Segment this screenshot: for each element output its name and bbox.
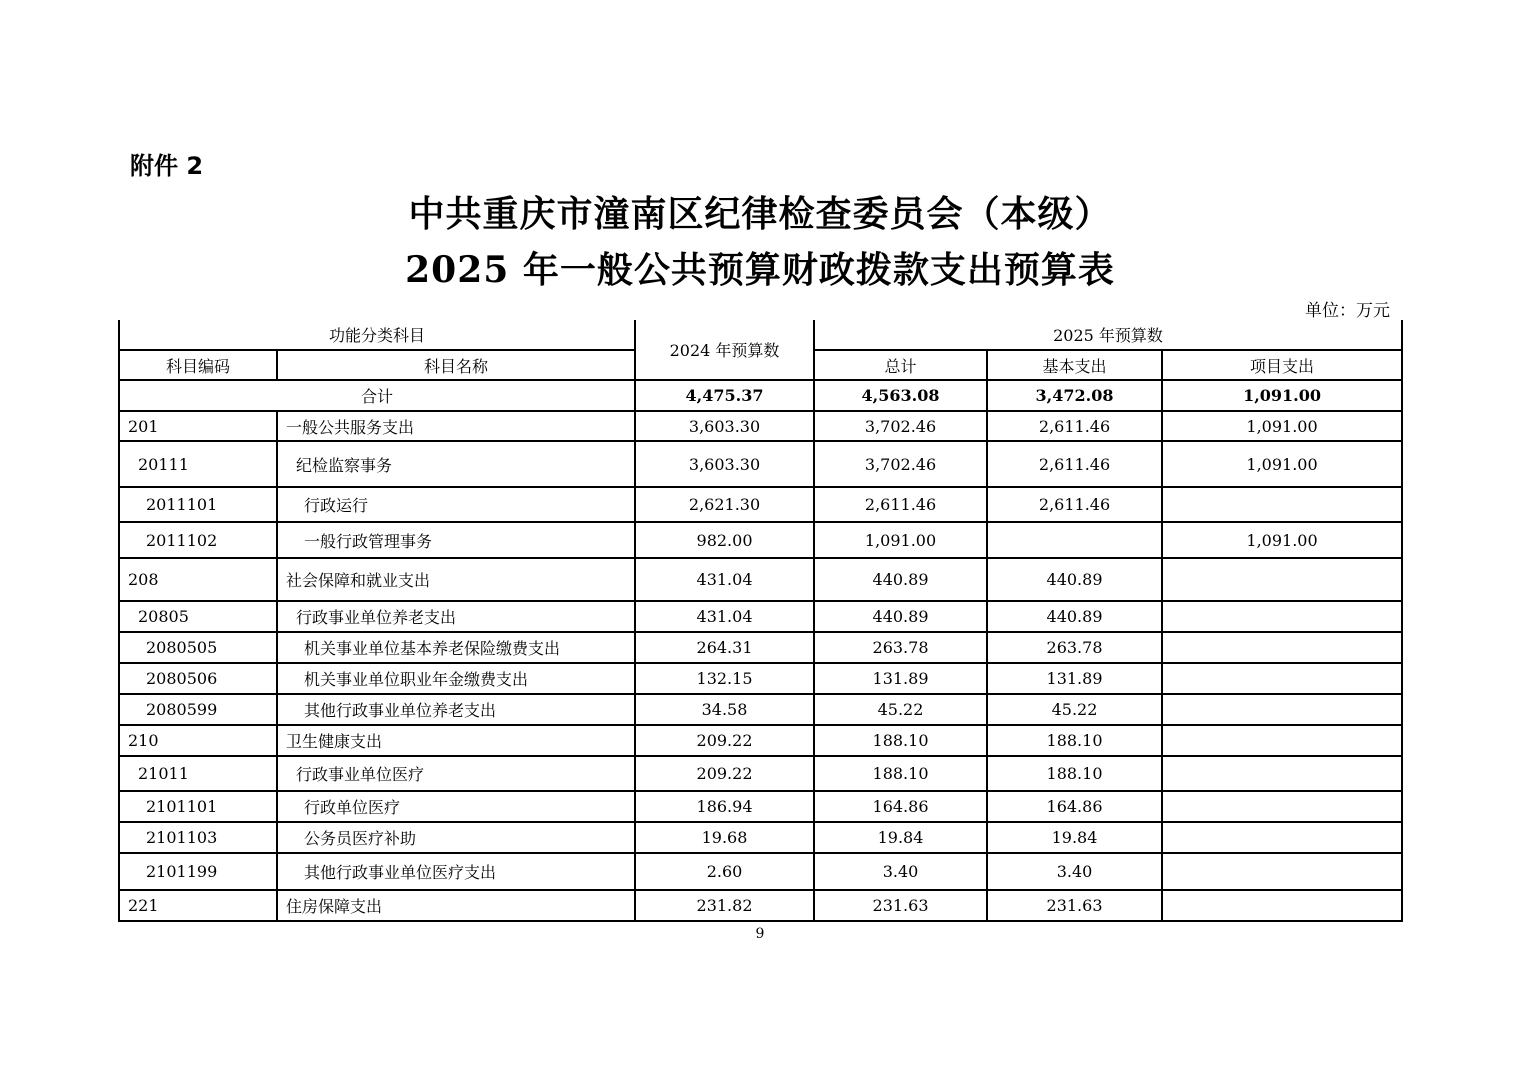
- budget-2025-total-cell: 263.78: [814, 632, 987, 663]
- budget-2024-cell: 209.22: [635, 756, 814, 791]
- subject-code-cell: 2011101: [119, 487, 277, 522]
- budget-2025-total-cell: 440.89: [814, 601, 987, 632]
- table-row: [119, 890, 1402, 921]
- header-budget-2025: 2025 年预算数: [814, 320, 1402, 350]
- basic-expense-cell: 263.78: [987, 632, 1162, 663]
- budget-2024-cell: 2.60: [635, 853, 814, 890]
- basic-expense-cell: 2,611.46: [987, 487, 1162, 522]
- subject-name-cell: 住房保障支出: [277, 890, 635, 921]
- subject-name-cell: 社会保障和就业支出: [277, 558, 635, 601]
- project-expense-cell: [1162, 822, 1402, 853]
- table-row: [119, 822, 1402, 853]
- header-func-category: 功能分类科目: [119, 320, 635, 350]
- project-expense-cell: [1162, 487, 1402, 522]
- budget-2025-total-cell: 3,702.46: [814, 411, 987, 441]
- budget-2025-total-cell: 164.86: [814, 791, 987, 822]
- subject-name-cell: 一般行政管理事务: [277, 522, 635, 558]
- budget-2025-total-cell: 440.89: [814, 558, 987, 601]
- basic-expense-cell: 45.22: [987, 694, 1162, 725]
- subject-code-cell: 221: [119, 890, 277, 921]
- table-row: [119, 441, 1402, 487]
- project-expense-cell: 1,091.00: [1162, 441, 1402, 487]
- budget-2024-cell: 34.58: [635, 694, 814, 725]
- budget-2024-cell: 431.04: [635, 601, 814, 632]
- basic-expense-cell: 164.86: [987, 791, 1162, 822]
- header-project: 项目支出: [1162, 350, 1402, 380]
- document-title-line2: 2025 年一般公共预算财政拨款支出预算表: [405, 249, 1115, 291]
- basic-expense-cell: 2,611.46: [987, 411, 1162, 441]
- project-expense-cell: [1162, 791, 1402, 822]
- project-expense-cell: 1,091.00: [1162, 522, 1402, 558]
- table-row: [119, 756, 1402, 791]
- budget-2024-cell: 3,603.30: [635, 441, 814, 487]
- table-row: [119, 791, 1402, 822]
- subject-name-cell: 其他行政事业单位医疗支出: [277, 853, 635, 890]
- budget-2025-total-cell: 3,702.46: [814, 441, 987, 487]
- total-basic: 3,472.08: [987, 380, 1162, 411]
- budget-2024-cell: 132.15: [635, 663, 814, 694]
- budget-2025-total-cell: 1,091.00: [814, 522, 987, 558]
- subject-name-cell: 行政事业单位养老支出: [277, 601, 635, 632]
- project-expense-cell: [1162, 890, 1402, 921]
- budget-2024-cell: 231.82: [635, 890, 814, 921]
- subject-code-cell: 2080505: [119, 632, 277, 663]
- budget-2024-cell: 19.68: [635, 822, 814, 853]
- subject-name-cell: 机关事业单位基本养老保险缴费支出: [277, 632, 635, 663]
- table-row: [119, 694, 1402, 725]
- project-expense-cell: [1162, 632, 1402, 663]
- budget-2025-total-cell: 188.10: [814, 725, 987, 756]
- basic-expense-cell: [987, 522, 1162, 558]
- subject-code-cell: 210: [119, 725, 277, 756]
- table-row: [119, 411, 1402, 441]
- project-expense-cell: [1162, 601, 1402, 632]
- budget-2024-cell: 3,603.30: [635, 411, 814, 441]
- subject-name-cell: 行政运行: [277, 487, 635, 522]
- subject-name-cell: 公务员医疗补助: [277, 822, 635, 853]
- project-expense-cell: [1162, 725, 1402, 756]
- basic-expense-cell: 2,611.46: [987, 441, 1162, 487]
- budget-table: [118, 320, 1403, 922]
- subject-name-cell: 卫生健康支出: [277, 725, 635, 756]
- unit-label: 单位：万元: [1305, 301, 1390, 321]
- budget-2025-total-cell: 131.89: [814, 663, 987, 694]
- table-row: [119, 663, 1402, 694]
- subject-name-cell: 其他行政事业单位养老支出: [277, 694, 635, 725]
- budget-2024-cell: 982.00: [635, 522, 814, 558]
- subject-name-cell: 行政单位医疗: [277, 791, 635, 822]
- subject-name-cell: 纪检监察事务: [277, 441, 635, 487]
- subject-code-cell: 20805: [119, 601, 277, 632]
- budget-2025-total-cell: 188.10: [814, 756, 987, 791]
- total-2025: 4,563.08: [814, 380, 987, 411]
- budget-2025-total-cell: 231.63: [814, 890, 987, 921]
- budget-2025-total-cell: 45.22: [814, 694, 987, 725]
- total-label: 合计: [119, 380, 635, 411]
- table-row: [119, 601, 1402, 632]
- budget-2024-cell: 209.22: [635, 725, 814, 756]
- header-budget-2024: 2024 年预算数: [635, 320, 814, 380]
- document-title-line1: 中共重庆市潼南区纪律检查委员会（本级）: [408, 193, 1112, 235]
- project-expense-cell: [1162, 558, 1402, 601]
- basic-expense-cell: 19.84: [987, 822, 1162, 853]
- table-row: [119, 725, 1402, 756]
- table-row: [119, 522, 1402, 558]
- table-row: [119, 632, 1402, 663]
- subject-code-cell: 2101199: [119, 853, 277, 890]
- project-expense-cell: [1162, 756, 1402, 791]
- subject-code-cell: 2101101: [119, 791, 277, 822]
- header-code: 科目编码: [119, 350, 277, 380]
- basic-expense-cell: 188.10: [987, 725, 1162, 756]
- header-basic: 基本支出: [987, 350, 1162, 380]
- basic-expense-cell: 231.63: [987, 890, 1162, 921]
- table-row: [119, 487, 1402, 522]
- budget-2024-cell: 264.31: [635, 632, 814, 663]
- page-number: 9: [755, 926, 765, 942]
- total-row: [119, 380, 1402, 411]
- project-expense-cell: 1,091.00: [1162, 411, 1402, 441]
- budget-2025-total-cell: 19.84: [814, 822, 987, 853]
- budget-2025-total-cell: 2,611.46: [814, 487, 987, 522]
- subject-name-cell: 行政事业单位医疗: [277, 756, 635, 791]
- subject-code-cell: 2101103: [119, 822, 277, 853]
- subject-code-cell: 2080506: [119, 663, 277, 694]
- subject-code-cell: 21011: [119, 756, 277, 791]
- subject-name-cell: 一般公共服务支出: [277, 411, 635, 441]
- table-row: [119, 558, 1402, 601]
- project-expense-cell: [1162, 663, 1402, 694]
- budget-2024-cell: 2,621.30: [635, 487, 814, 522]
- budget-2024-cell: 431.04: [635, 558, 814, 601]
- basic-expense-cell: 131.89: [987, 663, 1162, 694]
- basic-expense-cell: 188.10: [987, 756, 1162, 791]
- header-name: 科目名称: [277, 350, 635, 380]
- subject-name-cell: 机关事业单位职业年金缴费支出: [277, 663, 635, 694]
- table-row: [119, 853, 1402, 890]
- basic-expense-cell: 3.40: [987, 853, 1162, 890]
- subject-code-cell: 20111: [119, 441, 277, 487]
- attachment-label: 附件 2: [130, 152, 204, 180]
- project-expense-cell: [1162, 694, 1402, 725]
- subject-code-cell: 201: [119, 411, 277, 441]
- subject-code-cell: 2011102: [119, 522, 277, 558]
- budget-2025-total-cell: 3.40: [814, 853, 987, 890]
- header-total: 总计: [814, 350, 987, 380]
- subject-code-cell: 2080599: [119, 694, 277, 725]
- basic-expense-cell: 440.89: [987, 558, 1162, 601]
- total-2024: 4,475.37: [635, 380, 814, 411]
- budget-2024-cell: 186.94: [635, 791, 814, 822]
- project-expense-cell: [1162, 853, 1402, 890]
- basic-expense-cell: 440.89: [987, 601, 1162, 632]
- subject-code-cell: 208: [119, 558, 277, 601]
- total-project: 1,091.00: [1162, 380, 1402, 411]
